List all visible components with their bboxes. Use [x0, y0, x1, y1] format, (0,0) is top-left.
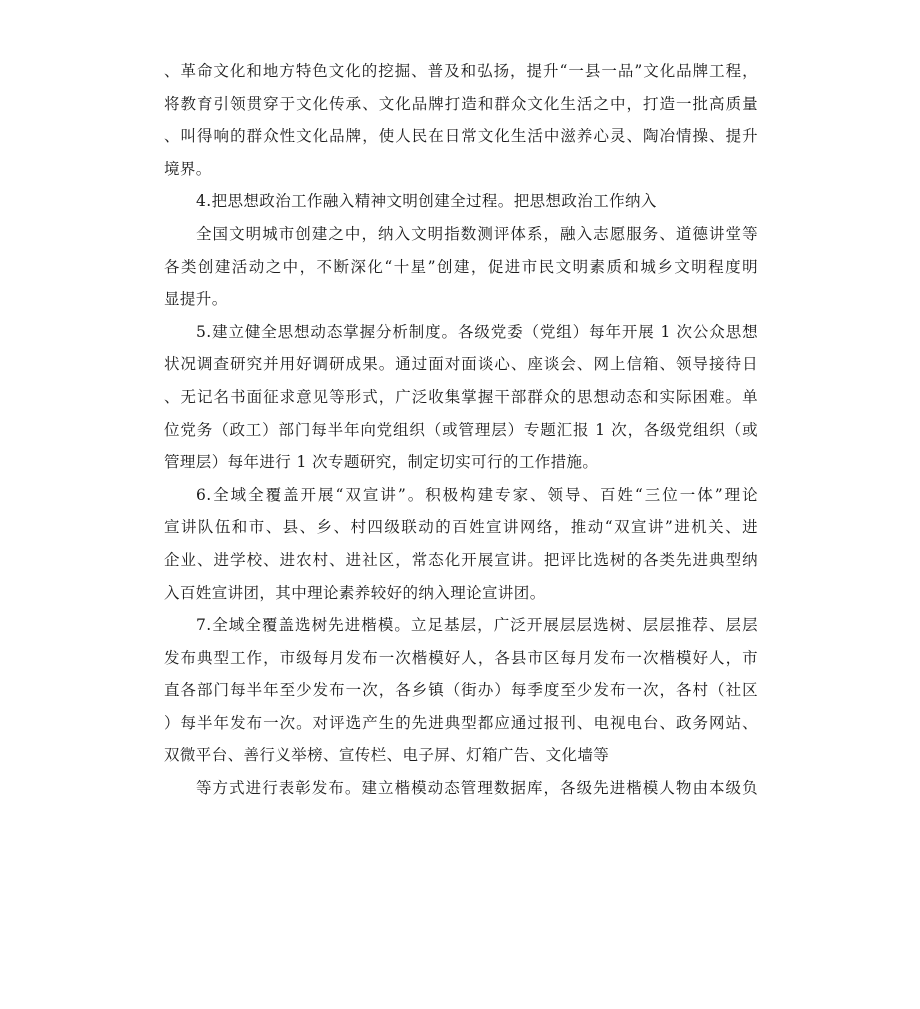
text-line: 管理层）每年进行 1 次专题研究，制定切实可行的工作措施。 — [164, 453, 599, 472]
text-line: 状况调查研究并用好调研成果。通过面对面谈心、座谈会、网上信箱、领导接待日 — [164, 355, 758, 374]
text-line: 直各部门每半年至少发布一次，各乡镇（街办）每季度至少发布一次，各村（社区 — [164, 681, 758, 700]
text-line: 6.全域全覆盖开展“双宣讲”。积极构建专家、领导、百姓“三位一体”理论 — [196, 485, 758, 504]
text-line: 位党务（政工）部门每半年向党组织（或管理层）专题汇报 1 次，各级党组织（或 — [164, 420, 758, 439]
text-line: 、革命文化和地方特色文化的挖掘、普及和弘扬，提升“一县一品”文化品牌工程， — [164, 62, 758, 80]
text-line: 双微平台、善行义举榜、宣传栏、电子屏、灯箱广告、文化墙等 — [164, 746, 610, 765]
text-line: 等方式进行表彰发布。建立楷模动态管理数据库，各级先进楷模人物由本级负 — [196, 779, 758, 798]
text-line: ）每半年发布一次。对评选产生的先进典型都应通过报刊、电视电台、政务网站、 — [164, 713, 758, 732]
text-line: 、叫得响的群众性文化品牌，使人民在日常文化生活中滋养心灵、陶冶情操、提升 — [164, 127, 758, 146]
text-line: 4.把思想政治工作融入精神文明创建全过程。把思想政治工作纳入 — [196, 192, 657, 211]
text-line: 企业、进学校、进农村、进社区，常态化开展宣讲。把评比选树的各类先进典型纳 — [164, 550, 758, 569]
text-line: 全国文明城市创建之中，纳入文明指数测评体系，融入志愿服务、道德讲堂等 — [196, 224, 758, 243]
text-line: 境界。 — [164, 159, 212, 178]
text-line: 宣讲队伍和市、县、乡、村四级联动的百姓宣讲网络，推动“双宣讲”进机关、进 — [164, 518, 758, 537]
text-line: 7.全域全覆盖选树先进楷模。立足基层，广泛开展层层选树、层层推荐、层层 — [196, 616, 758, 635]
text-line: 、无记名书面征求意见等形式，广泛收集掌握干部群众的思想动态和实际困难。单 — [164, 387, 758, 406]
body-text — [164, 55, 758, 805]
text-line: 发布典型工作，市级每月发布一次楷模好人，各县市区每月发布一次楷模好人，市 — [164, 648, 758, 667]
text-line: 将教育引领贯穿于文化传承、文化品牌打造和群众文化生活之中，打造一批高质量 — [164, 94, 758, 113]
text-line: 各类创建活动之中，不断深化“十星”创建，促进市民文明素质和城乡文明程度明 — [164, 257, 758, 276]
text-line: 入百姓宣讲团，其中理论素养较好的纳入理论宣讲团。 — [164, 583, 546, 602]
text-line: 显提升。 — [164, 290, 228, 309]
text-line: 5.建立健全思想动态掌握分析制度。各级党委（党组）每年开展 1 次公众思想 — [196, 322, 758, 341]
